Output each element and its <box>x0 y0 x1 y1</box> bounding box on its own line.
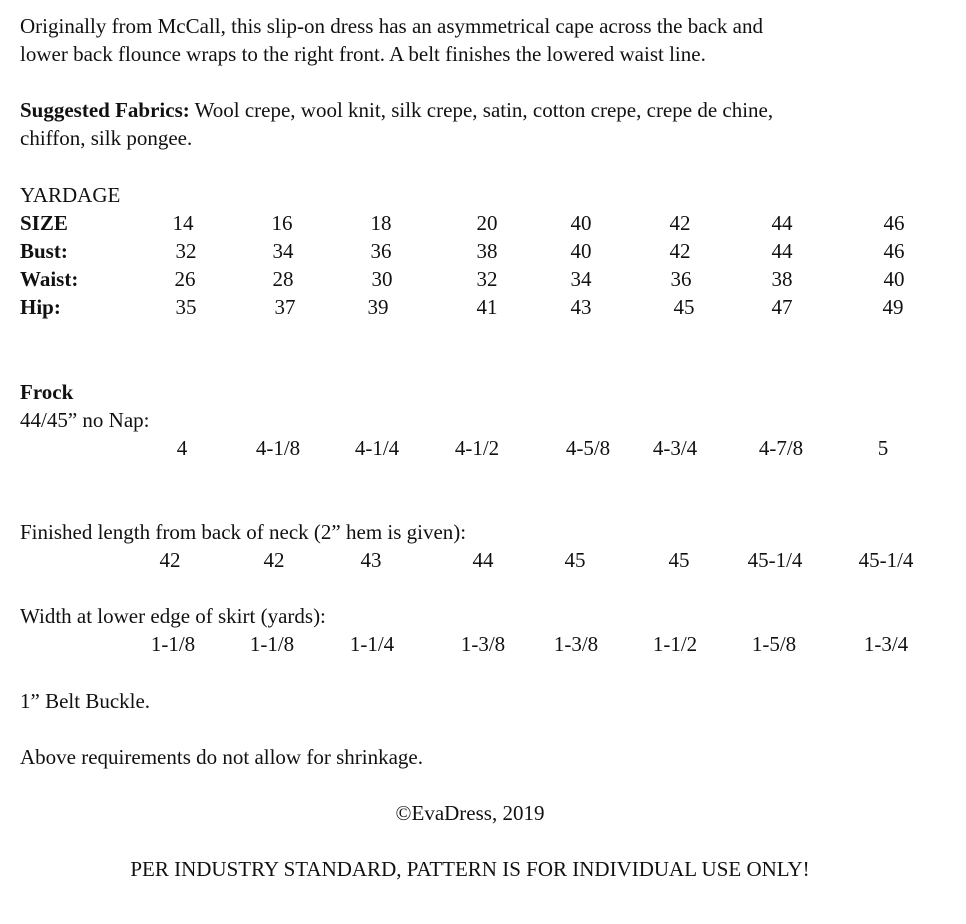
fabrics-text-1: Wool crepe, wool knit, silk crepe, satin, cotton crepe, crepe de chine, <box>189 98 774 122</box>
size-cell: 42 <box>669 211 691 235</box>
width-lower-edge-cell: 1-1/8 <box>249 632 295 656</box>
frock-yardage-cell: 4-1/4 <box>354 436 400 460</box>
waist-cell: 38 <box>771 267 793 291</box>
size-cell: 40 <box>570 211 592 235</box>
size-cell: 20 <box>476 211 498 235</box>
hip-cell: 39 <box>367 295 389 319</box>
bust-cell: 46 <box>883 239 905 263</box>
waist-cell: 34 <box>570 267 592 291</box>
hip-cell: 49 <box>882 295 904 319</box>
size-cell: 44 <box>771 211 793 235</box>
frock-yardage-cell: 4-1/2 <box>454 436 500 460</box>
finished-length-cell: 42 <box>263 548 285 572</box>
waist-cell: 40 <box>883 267 905 291</box>
width-lower-edge-cell: 1-3/4 <box>863 632 909 656</box>
width-lower-edge-cell: 1-3/8 <box>460 632 506 656</box>
frock-yardage-cell: 4-1/8 <box>255 436 301 460</box>
bust-cell: 34 <box>272 239 294 263</box>
size-cell: 14 <box>172 211 194 235</box>
size-cell: 18 <box>370 211 392 235</box>
width-lower-edge-cell: 1-1/4 <box>349 632 395 656</box>
finished-length-cell: 42 <box>159 548 181 572</box>
frock-yardage-cell: 4 <box>176 436 188 460</box>
frock-sublabel: 44/45” no Nap: <box>20 408 150 432</box>
finished-length-cell: 45-1/4 <box>858 548 914 572</box>
size-cell: 16 <box>271 211 293 235</box>
frock-yardage-cell: 4-7/8 <box>758 436 804 460</box>
frock-yardage-cell: 5 <box>877 436 889 460</box>
shrinkage-note: Above requirements do not allow for shrinkage. <box>20 745 423 769</box>
finished-length-cell: 45 <box>564 548 586 572</box>
frock-yardage-cell: 4-5/8 <box>565 436 611 460</box>
bust-cell: 40 <box>570 239 592 263</box>
intro-line-1: Originally from McCall, this slip-on dress has an asymmetrical cape across the back and <box>20 14 763 38</box>
hip-cell: 43 <box>570 295 592 319</box>
hip-cell: 35 <box>175 295 197 319</box>
hip-row-label: Hip: <box>20 295 61 319</box>
copyright: ©EvaDress, 2019 <box>395 801 545 825</box>
bust-cell: 42 <box>669 239 691 263</box>
hip-cell: 41 <box>476 295 498 319</box>
hip-cell: 47 <box>771 295 793 319</box>
width-lower-edge-label: Width at lower edge of skirt (yards): <box>20 604 326 628</box>
bust-cell: 38 <box>476 239 498 263</box>
intro-line-2: lower back flounce wraps to the right front. A belt finishes the lowered waist line. <box>20 42 706 66</box>
width-lower-edge-cell: 1-1/8 <box>150 632 196 656</box>
size-cell: 46 <box>883 211 905 235</box>
frock-heading: Frock <box>20 380 74 404</box>
fabrics-line-2: chiffon, silk pongee. <box>20 126 193 150</box>
waist-cell: 30 <box>371 267 393 291</box>
size-row-label: SIZE <box>20 211 68 235</box>
yardage-heading: YARDAGE <box>20 183 121 207</box>
usage-notice: PER INDUSTRY STANDARD, PATTERN IS FOR INDIVIDUAL USE ONLY! <box>130 857 810 881</box>
bust-cell: 36 <box>370 239 392 263</box>
waist-cell: 26 <box>174 267 196 291</box>
finished-length-cell: 44 <box>472 548 494 572</box>
waist-row-label: Waist: <box>20 267 79 291</box>
width-lower-edge-cell: 1-3/8 <box>553 632 599 656</box>
finished-length-cell: 45-1/4 <box>747 548 803 572</box>
bust-cell: 44 <box>771 239 793 263</box>
waist-cell: 36 <box>670 267 692 291</box>
finished-length-cell: 43 <box>360 548 382 572</box>
hip-cell: 37 <box>274 295 296 319</box>
frock-yardage-cell: 4-3/4 <box>652 436 698 460</box>
finished-length-cell: 45 <box>668 548 690 572</box>
finished-length-label: Finished length from back of neck (2” hem is given): <box>20 520 467 544</box>
hip-cell: 45 <box>673 295 695 319</box>
waist-cell: 32 <box>476 267 498 291</box>
fabrics-label: Suggested Fabrics: <box>20 98 190 122</box>
width-lower-edge-cell: 1-1/2 <box>652 632 698 656</box>
bust-cell: 32 <box>175 239 197 263</box>
bust-row-label: Bust: <box>20 239 68 263</box>
fabrics-line-1 <box>20 96 773 124</box>
width-lower-edge-cell: 1-5/8 <box>751 632 797 656</box>
waist-cell: 28 <box>272 267 294 291</box>
belt-note: 1” Belt Buckle. <box>20 689 151 713</box>
